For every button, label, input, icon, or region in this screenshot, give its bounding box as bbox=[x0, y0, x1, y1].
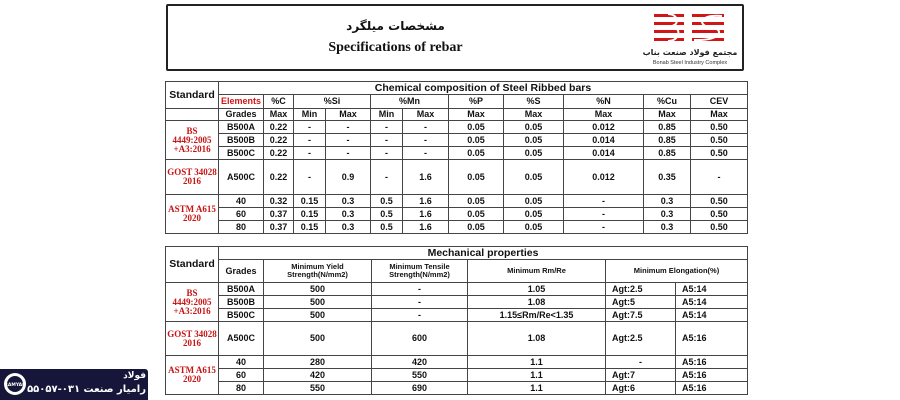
value-cell: 0.22 bbox=[264, 160, 294, 195]
yield-cell: 500 bbox=[264, 322, 372, 356]
grade-cell: 40 bbox=[219, 195, 264, 208]
grade-cell: 80 bbox=[219, 382, 264, 395]
table-row bbox=[166, 356, 748, 369]
a5-cell: A5:14 bbox=[676, 296, 748, 309]
limit-header: Max bbox=[691, 109, 748, 121]
company-logo bbox=[638, 10, 742, 68]
grade-cell: 40 bbox=[219, 356, 264, 369]
limit-header: Max bbox=[644, 109, 691, 121]
table-row bbox=[166, 369, 748, 382]
value-cell: 0.3 bbox=[644, 208, 691, 221]
value-cell: 0.012 bbox=[564, 160, 644, 195]
a5-cell: A5:16 bbox=[676, 369, 748, 382]
table-row bbox=[166, 195, 748, 208]
chemical-composition-table bbox=[165, 81, 748, 234]
bs-logo-icon bbox=[638, 10, 742, 48]
value-cell: 1.6 bbox=[403, 221, 449, 234]
badge-line-1: فولاد bbox=[123, 371, 146, 381]
grades-header: Grades bbox=[219, 109, 264, 121]
agt-cell: Agt:2.5 bbox=[606, 283, 676, 296]
value-cell: 0.05 bbox=[449, 134, 504, 147]
ratio-cell: 1.15≤Rm/Re<1.35 bbox=[468, 309, 606, 322]
value-cell: - bbox=[564, 208, 644, 221]
elements-header: Elements bbox=[219, 95, 264, 109]
agt-cell: Agt:2.5 bbox=[606, 322, 676, 356]
tensile-cell: 600 bbox=[372, 322, 468, 356]
limit-header: Max bbox=[504, 109, 564, 121]
limit-header: Min bbox=[371, 109, 403, 121]
a5-cell: A5:16 bbox=[676, 356, 748, 369]
value-cell: - bbox=[294, 121, 326, 134]
mechanical-title: Mechanical properties bbox=[219, 247, 748, 260]
value-cell: 0.85 bbox=[644, 147, 691, 160]
grade-cell: B500B bbox=[219, 134, 264, 147]
tensile-cell: - bbox=[372, 296, 468, 309]
standard-name: ASTM A615 2020 bbox=[166, 195, 219, 234]
badge-line-2: رامیار صنعت ۰۳۱-۵۵۰۵۷ bbox=[27, 384, 146, 395]
limit-header: Max bbox=[264, 109, 294, 121]
value-cell: - bbox=[371, 147, 403, 160]
value-cell: - bbox=[691, 160, 748, 195]
agt-cell: Agt:7 bbox=[606, 369, 676, 382]
value-cell: - bbox=[403, 134, 449, 147]
value-cell: 0.85 bbox=[644, 134, 691, 147]
value-cell: 0.05 bbox=[449, 208, 504, 221]
table-row bbox=[166, 147, 748, 160]
agt-cell: Agt:6 bbox=[606, 382, 676, 395]
value-cell: 0.012 bbox=[564, 121, 644, 134]
tensile-cell: - bbox=[372, 309, 468, 322]
grade-cell: B500C bbox=[219, 309, 264, 322]
yield-cell: 550 bbox=[264, 382, 372, 395]
value-cell: - bbox=[564, 195, 644, 208]
element-header: %N bbox=[564, 95, 644, 109]
value-cell: 0.50 bbox=[691, 121, 748, 134]
value-cell: 0.22 bbox=[264, 134, 294, 147]
yield-cell: 500 bbox=[264, 309, 372, 322]
value-cell: - bbox=[564, 221, 644, 234]
value-cell: 0.3 bbox=[644, 195, 691, 208]
contact-badge bbox=[0, 369, 148, 400]
agt-cell: Agt:7.5 bbox=[606, 309, 676, 322]
yield-cell: 500 bbox=[264, 296, 372, 309]
value-cell: - bbox=[371, 121, 403, 134]
value-cell: 0.35 bbox=[644, 160, 691, 195]
grade-cell: B500B bbox=[219, 296, 264, 309]
value-cell: 0.5 bbox=[371, 221, 403, 234]
value-cell: 0.3 bbox=[326, 221, 371, 234]
value-cell: 0.5 bbox=[371, 208, 403, 221]
element-header: %P bbox=[449, 95, 504, 109]
title-persian: مشخصات میلگرد bbox=[346, 19, 445, 33]
ratio-cell: 1.08 bbox=[468, 322, 606, 356]
chemical-title: Chemical composition of Steel Ribbed bars bbox=[219, 82, 748, 95]
table-row bbox=[166, 322, 748, 356]
value-cell: 1.6 bbox=[403, 195, 449, 208]
element-header: %S bbox=[504, 95, 564, 109]
limit-header: Min bbox=[294, 109, 326, 121]
value-cell: 0.05 bbox=[449, 147, 504, 160]
value-cell: 0.05 bbox=[449, 121, 504, 134]
limit-header: Max bbox=[326, 109, 371, 121]
grade-cell: B500C bbox=[219, 147, 264, 160]
ratio-cell: 1.1 bbox=[468, 382, 606, 395]
logo-text-english: Bonab Steel Industry Complex bbox=[652, 60, 728, 66]
standard-name: GOST 34028 2016 bbox=[166, 322, 219, 356]
element-header: CEV bbox=[691, 95, 748, 109]
value-cell: 0.85 bbox=[644, 121, 691, 134]
element-header: %Cu bbox=[644, 95, 691, 109]
value-cell: 0.014 bbox=[564, 134, 644, 147]
table-row bbox=[166, 283, 748, 296]
ratio-cell: 1.08 bbox=[468, 296, 606, 309]
table-row bbox=[166, 160, 748, 195]
yield-cell: 500 bbox=[264, 283, 372, 296]
table-row bbox=[166, 121, 748, 134]
ratio-cell: 1.1 bbox=[468, 356, 606, 369]
value-cell: 0.9 bbox=[326, 160, 371, 195]
value-cell: 0.22 bbox=[264, 121, 294, 134]
table-row bbox=[166, 82, 748, 95]
value-cell: 0.50 bbox=[691, 147, 748, 160]
agt-cell: Agt:5 bbox=[606, 296, 676, 309]
element-header: %C bbox=[264, 95, 294, 109]
value-cell: - bbox=[294, 147, 326, 160]
logo-text-persian: مجتمع فولاد صنعت بناب bbox=[642, 48, 738, 57]
standard-name: ASTM A615 2020 bbox=[166, 356, 219, 395]
yield-cell: 280 bbox=[264, 356, 372, 369]
value-cell: 0.05 bbox=[504, 134, 564, 147]
table-row bbox=[166, 95, 748, 109]
elongation-header: Minimum Elongation(%) bbox=[606, 260, 748, 283]
value-cell: 0.05 bbox=[504, 195, 564, 208]
grade-cell: B500A bbox=[219, 283, 264, 296]
value-cell: 0.37 bbox=[264, 221, 294, 234]
header-box bbox=[166, 4, 744, 71]
grade-cell: B500A bbox=[219, 121, 264, 134]
value-cell: 0.50 bbox=[691, 221, 748, 234]
value-cell: - bbox=[403, 147, 449, 160]
title-english: Specifications of rebar bbox=[328, 40, 463, 55]
value-cell: 0.32 bbox=[264, 195, 294, 208]
value-cell: 1.6 bbox=[403, 208, 449, 221]
standard-header: Standard bbox=[166, 247, 219, 283]
value-cell: 0.05 bbox=[449, 221, 504, 234]
table-row bbox=[166, 221, 748, 234]
ramyar-logo-text: RAMYAR bbox=[4, 383, 26, 388]
grades-header: Grades bbox=[219, 260, 264, 283]
tensile-header: Minimum Tensile Strength(N/mm2) bbox=[372, 260, 468, 283]
value-cell: 0.014 bbox=[564, 147, 644, 160]
tensile-cell: 420 bbox=[372, 356, 468, 369]
value-cell: 0.05 bbox=[449, 195, 504, 208]
value-cell: 0.50 bbox=[691, 134, 748, 147]
table-row bbox=[166, 296, 748, 309]
value-cell: 1.6 bbox=[403, 160, 449, 195]
element-header: %Mn bbox=[371, 95, 449, 109]
ramyar-logo-icon bbox=[3, 372, 27, 396]
value-cell: 0.05 bbox=[449, 160, 504, 195]
value-cell: - bbox=[371, 134, 403, 147]
tensile-cell: 690 bbox=[372, 382, 468, 395]
ratio-cell: 1.1 bbox=[468, 369, 606, 382]
standard-spacer bbox=[166, 109, 219, 121]
agt-cell: - bbox=[606, 356, 676, 369]
value-cell: 0.3 bbox=[326, 208, 371, 221]
value-cell: 0.05 bbox=[504, 221, 564, 234]
standard-name: GOST 34028 2016 bbox=[166, 160, 219, 195]
a5-cell: A5:14 bbox=[676, 309, 748, 322]
value-cell: - bbox=[326, 147, 371, 160]
table-row bbox=[166, 109, 748, 121]
value-cell: 0.05 bbox=[504, 121, 564, 134]
value-cell: 0.50 bbox=[691, 208, 748, 221]
table-row bbox=[166, 260, 748, 283]
a5-cell: A5:14 bbox=[676, 283, 748, 296]
standard-name: BS 4449:2005 +A3:2016 bbox=[166, 121, 219, 160]
value-cell: 0.05 bbox=[504, 147, 564, 160]
table-row bbox=[166, 247, 748, 260]
value-cell: 0.15 bbox=[294, 208, 326, 221]
standard-header: Standard bbox=[166, 82, 219, 109]
limit-header: Max bbox=[403, 109, 449, 121]
a5-cell: A5:16 bbox=[676, 322, 748, 356]
ratio-cell: 1.05 bbox=[468, 283, 606, 296]
value-cell: 0.3 bbox=[644, 221, 691, 234]
value-cell: 0.3 bbox=[326, 195, 371, 208]
value-cell: 0.50 bbox=[691, 195, 748, 208]
grade-cell: 60 bbox=[219, 369, 264, 382]
table-row bbox=[166, 208, 748, 221]
tensile-cell: 550 bbox=[372, 369, 468, 382]
grade-cell: 60 bbox=[219, 208, 264, 221]
table-row bbox=[166, 309, 748, 322]
a5-cell: A5:16 bbox=[676, 382, 748, 395]
yield-cell: 420 bbox=[264, 369, 372, 382]
value-cell: 0.05 bbox=[504, 208, 564, 221]
value-cell: 0.15 bbox=[294, 221, 326, 234]
value-cell: - bbox=[294, 160, 326, 195]
limit-header: Max bbox=[449, 109, 504, 121]
grade-cell: 80 bbox=[219, 221, 264, 234]
value-cell: 0.15 bbox=[294, 195, 326, 208]
value-cell: 0.22 bbox=[264, 147, 294, 160]
element-header: %Si bbox=[294, 95, 371, 109]
tensile-cell: - bbox=[372, 283, 468, 296]
value-cell: 0.05 bbox=[504, 160, 564, 195]
table-row bbox=[166, 382, 748, 395]
value-cell: - bbox=[326, 121, 371, 134]
limit-header: Max bbox=[564, 109, 644, 121]
value-cell: - bbox=[403, 121, 449, 134]
yield-header: Minimum Yield Strength(N/mm2) bbox=[264, 260, 372, 283]
ratio-header: Minimum Rm/Re bbox=[468, 260, 606, 283]
value-cell: - bbox=[294, 134, 326, 147]
mechanical-properties-table bbox=[165, 246, 748, 395]
value-cell: - bbox=[371, 160, 403, 195]
grade-cell: A500C bbox=[219, 160, 264, 195]
value-cell: - bbox=[326, 134, 371, 147]
grade-cell: A500C bbox=[219, 322, 264, 356]
value-cell: 0.37 bbox=[264, 208, 294, 221]
standard-name: BS 4449:2005 +A3:2016 bbox=[166, 283, 219, 322]
value-cell: 0.5 bbox=[371, 195, 403, 208]
table-row bbox=[166, 134, 748, 147]
